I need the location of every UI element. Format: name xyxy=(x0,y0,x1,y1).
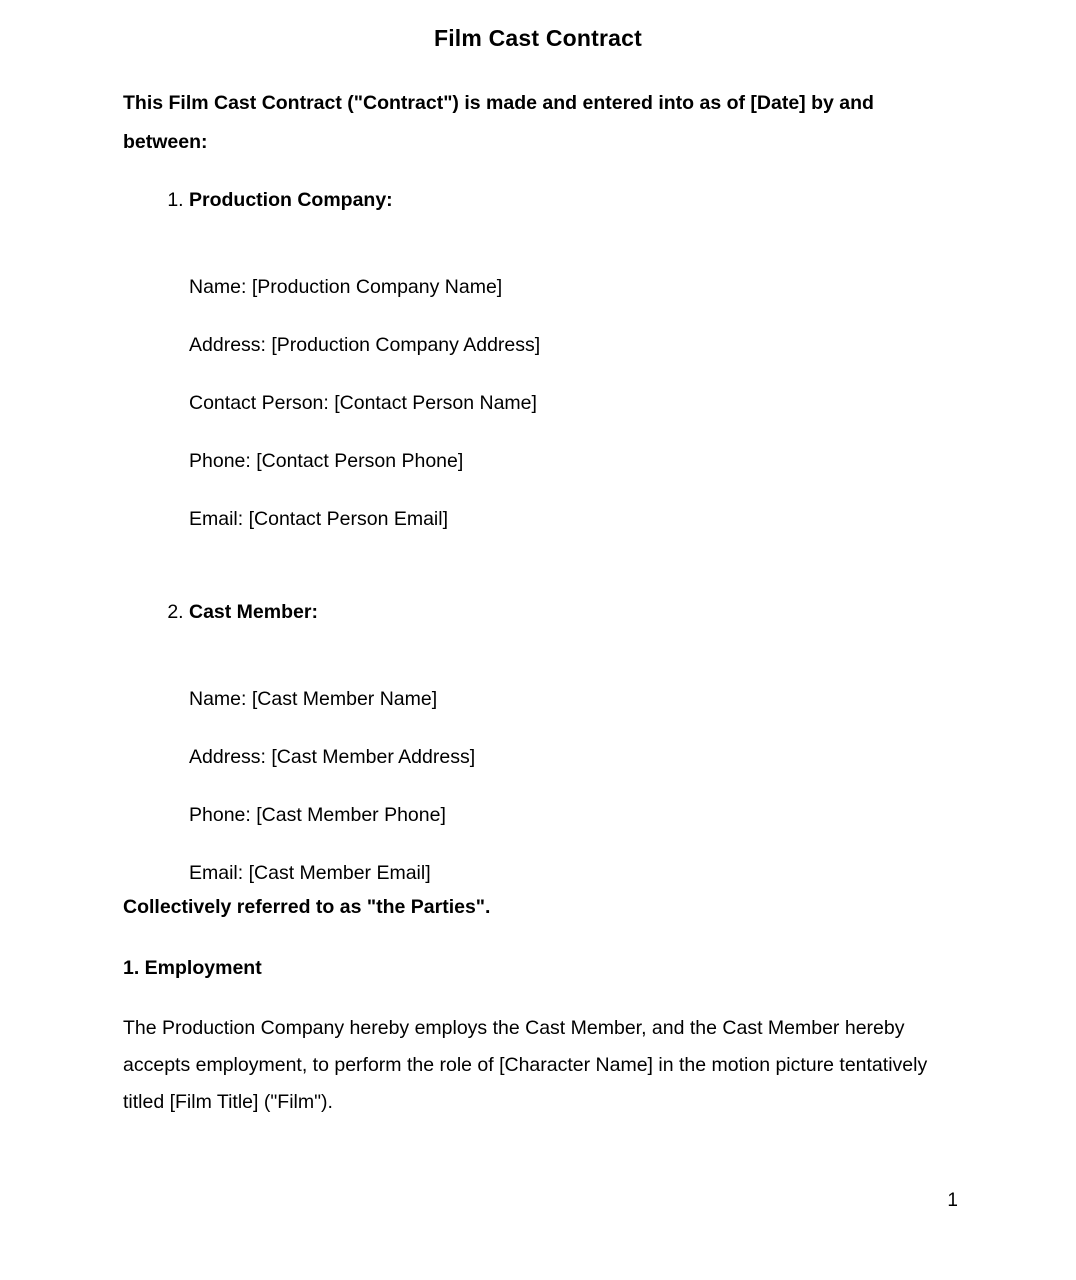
party-section-spacer xyxy=(189,529,955,593)
party-field-email: Email: [Cast Member Email] xyxy=(189,862,431,884)
party-field-phone: Phone: [Contact Person Phone] xyxy=(189,450,464,472)
party-field-name: Name: [Production Company Name] xyxy=(189,276,503,298)
parties-collective-note: Collectively referred to as "the Parties". xyxy=(123,896,491,918)
party-fields-production-company xyxy=(189,239,955,529)
party-field-name: Name: [Cast Member Name] xyxy=(189,688,438,710)
intro-paragraph: This Film Cast Contract ("Contract") is made and entered into as of [Date] by and between: xyxy=(123,92,874,153)
page-number: 1 xyxy=(947,1190,958,1211)
section-body-employment: The Production Company hereby employs the Cast Member, and the Cast Member hereby accepts employment, to perform the role of [Character Name] in the motion picture tentatively titled [Film Title] ("Film"). xyxy=(123,1017,928,1113)
page-title: Film Cast Contract xyxy=(433,25,643,51)
party-fields-cast-member xyxy=(189,651,955,883)
document-body xyxy=(123,84,955,1121)
party-item-production-company xyxy=(189,181,955,593)
party-field-email: Email: [Contact Person Email] xyxy=(189,508,449,530)
parties-list xyxy=(123,181,955,883)
party-field-phone: Phone: [Cast Member Phone] xyxy=(189,804,446,826)
party-field-contact-person: Contact Person: [Contact Person Name] xyxy=(189,392,537,414)
party-field-address: Address: [Cast Member Address] xyxy=(189,746,476,768)
party-label-cast-member: 2. Cast Member: xyxy=(189,601,318,623)
party-label-production-company: 1. Production Company: xyxy=(189,189,393,211)
party-field-address: Address: [Production Company Address] xyxy=(189,334,541,356)
section-heading-employment: 1. Employment xyxy=(123,957,262,979)
party-item-cast-member xyxy=(189,593,955,883)
